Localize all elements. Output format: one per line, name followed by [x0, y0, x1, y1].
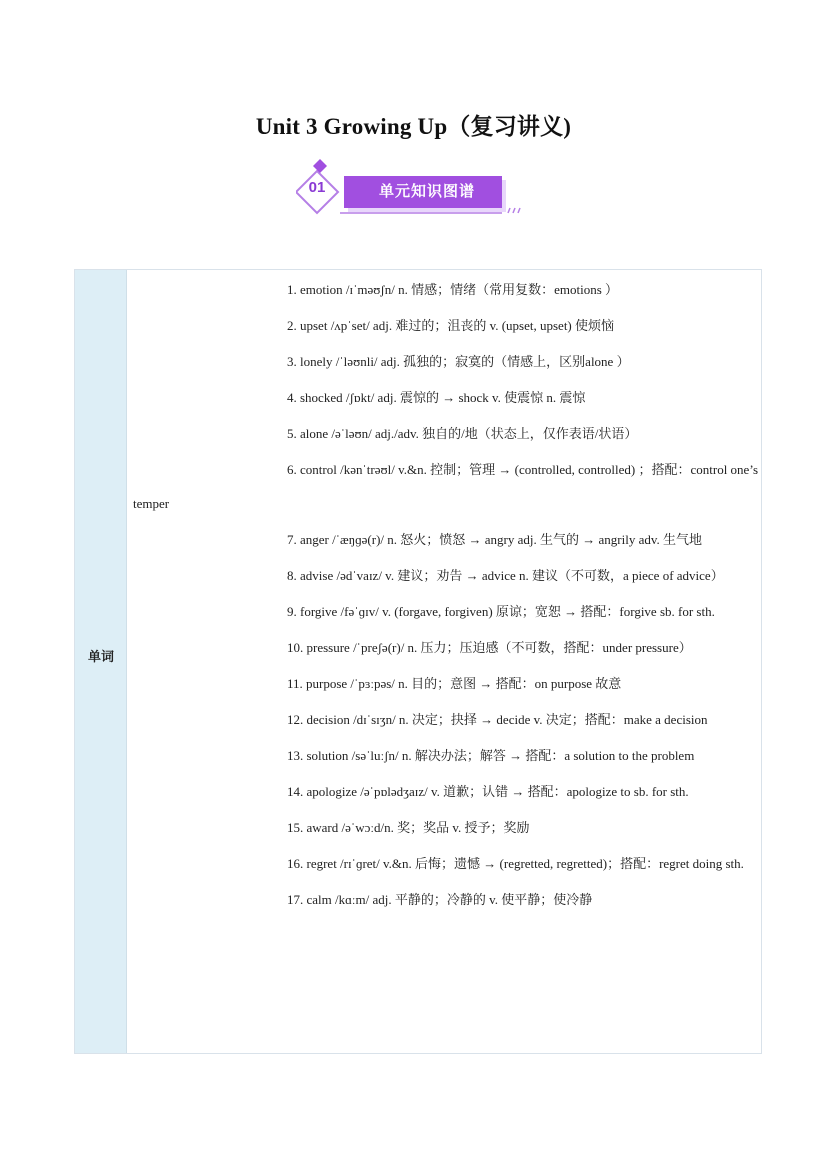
vocab-entry-11: 11. purpose /ˈpɜːpəs/ n. 目的；意图 → 搭配：on purpose 故意: [287, 676, 622, 691]
vocab-entry-12: 12. decision /dɪˈsɪʒn/ n. 决定；抉择 → decide v. 决定；搭配：make a decision: [287, 712, 708, 727]
vocab-entry-9: 9. forgive /fəˈɡɪv/ v. (forgave, forgiven) 原谅；宽恕 → 搭配：forgive sb. for sth.: [287, 604, 715, 619]
vocab-entry-17: 17. calm /kɑːm/ adj. 平静的；冷静的 v. 使平静；使冷静: [287, 892, 593, 907]
page-title: Unit 3 Growing Up（复习讲义): [255, 114, 572, 139]
vocab-entry-1: 1. emotion /ɪˈməʊʃn/ n. 情感；情绪（常用复数：emotions ）: [287, 282, 619, 297]
vocabulary-list: [133, 270, 758, 917]
vocab-entry-5: 5. alone /əˈləʊn/ adj./adv. 独自的/地（状态上，仅作表语/状语）: [287, 426, 638, 441]
section-banner: [296, 158, 536, 218]
vocab-entry-8: 8. advise /ədˈvaɪz/ v. 建议；劝告 → advice n. 建议（不可数，a piece of advice）: [287, 568, 724, 583]
category-cell: [75, 270, 127, 1053]
vocab-entry-10: 10. pressure /ˈpreʃə(r)/ n. 压力；压迫感（不可数，搭配：under pressure）: [287, 640, 692, 655]
vocab-entry-14: 14. apologize /əˈpɒlədʒaɪz/ v. 道歉；认错 → 搭配：apologize to sb. for sth.: [287, 784, 689, 799]
vocab-entry-6: 6. control /kənˈtrəʊl/ v.&n. 控制；管理 → (controlled, controlled) ；搭配：control one’s temper: [133, 462, 758, 511]
vocabulary-table: [74, 269, 762, 1054]
vocab-entry-4: 4. shocked /ʃɒkt/ adj. 震惊的 → shock v. 使震惊 n. 震惊: [287, 390, 586, 405]
vocab-entry-13: 13. solution /səˈluːʃn/ n. 解决办法；解答 → 搭配：a solution to the problem: [287, 748, 695, 763]
vocab-entry-15: 15. award /əˈwɔːd/n. 奖；奖品 v. 授予；奖励: [287, 820, 530, 835]
section-number: 01: [308, 179, 326, 196]
category-label: 单词: [87, 650, 114, 665]
vocab-entry-16: 16. regret /rɪˈɡret/ v.&n. 后悔；遗憾 → (regretted, regretted)；搭配：regret doing sth.: [287, 856, 744, 871]
vocab-entry-3: 3. lonely /ˈləʊnli/ adj. 孤独的；寂寞的（情感上，区别alone ）: [287, 354, 630, 369]
vocab-entry-7: 7. anger /ˈæŋɡə(r)/ n. 怒火；愤怒 → angry adj. 生气的 → angrily adv. 生气地: [287, 532, 703, 547]
section-label: 单元知识图谱: [378, 182, 475, 200]
vocab-entry-2: 2. upset /ʌpˈset/ adj. 难过的；沮丧的 v. (upset, upset) 使烦恼: [287, 318, 615, 333]
